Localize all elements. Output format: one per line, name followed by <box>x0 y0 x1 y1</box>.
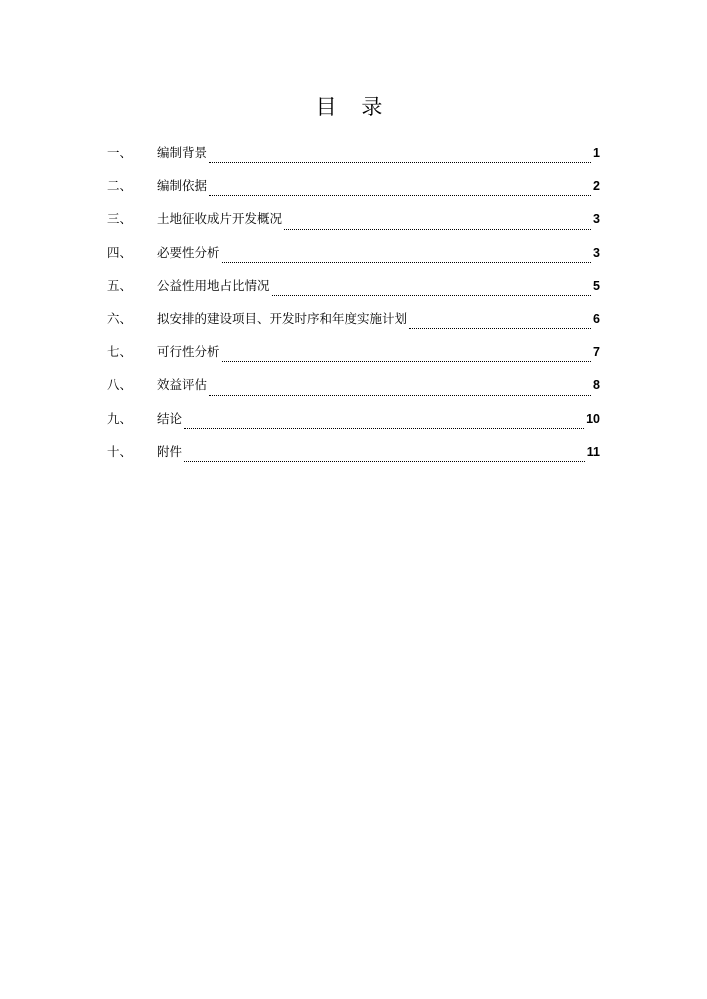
toc-entry-number: 八、 <box>107 377 133 393</box>
toc-entry-page: 3 <box>593 212 600 227</box>
toc-entry-number: 一、 <box>107 145 133 160</box>
toc-entry[interactable] <box>107 209 600 242</box>
toc-entry[interactable] <box>107 309 600 342</box>
toc-entry-title: 公益性用地占比情况 <box>157 277 270 293</box>
toc-entry-title: 附件 <box>157 443 183 459</box>
toc-entry[interactable] <box>107 375 600 408</box>
toc-entry[interactable] <box>107 442 600 475</box>
toc-entry-number: 九、 <box>107 410 133 426</box>
toc-entry-page: 6 <box>593 311 600 326</box>
page-title: 目 录 <box>315 95 392 119</box>
toc-dot-leader <box>409 328 591 329</box>
toc-entry-number: 三、 <box>107 211 133 227</box>
toc-entry-page: 10 <box>586 411 600 426</box>
toc-entry-number: 十、 <box>107 443 133 459</box>
toc-entry-number: 五、 <box>107 277 133 293</box>
toc-entry[interactable] <box>107 243 600 276</box>
toc-dot-leader <box>209 195 591 196</box>
toc-dot-leader <box>222 361 592 362</box>
toc-entry[interactable] <box>107 176 600 209</box>
toc-dot-leader <box>184 428 584 429</box>
toc-entry[interactable] <box>107 409 600 442</box>
toc-entry-title: 编制背景 <box>157 145 208 160</box>
toc-entry-page: 1 <box>593 146 600 160</box>
toc-dot-leader <box>209 162 591 163</box>
toc-entry-page: 11 <box>586 444 600 459</box>
toc-entry-number: 四、 <box>107 244 133 260</box>
toc-entry[interactable] <box>107 143 600 176</box>
toc-dot-leader <box>272 295 592 296</box>
toc-entry-title: 必要性分析 <box>157 244 220 260</box>
toc-entry-page: 3 <box>593 245 600 260</box>
toc-entry-page: 5 <box>593 278 600 293</box>
toc-entry-number: 七、 <box>107 344 133 360</box>
toc-entry-title: 效益评估 <box>157 377 208 393</box>
toc-entry-page: 7 <box>593 345 600 360</box>
toc-dot-leader <box>222 262 592 263</box>
toc-dot-leader <box>209 395 591 396</box>
toc-entry-title: 结论 <box>157 410 183 426</box>
toc-dot-leader <box>284 229 591 230</box>
table-of-contents <box>107 143 600 475</box>
toc-dot-leader <box>184 461 585 462</box>
toc-entry-number: 六、 <box>107 310 133 326</box>
toc-entry[interactable] <box>107 342 600 375</box>
toc-entry-title: 拟安排的建设项目、开发时序和年度实施计划 <box>157 310 408 326</box>
toc-entry-page: 2 <box>593 179 600 194</box>
toc-entry-number: 二、 <box>107 178 133 194</box>
toc-entry[interactable] <box>107 276 600 309</box>
toc-entry-title: 可行性分析 <box>157 344 220 360</box>
toc-entry-title: 编制依据 <box>157 178 208 194</box>
toc-entry-page: 8 <box>593 378 600 393</box>
toc-entry-title: 土地征收成片开发概况 <box>157 211 283 227</box>
